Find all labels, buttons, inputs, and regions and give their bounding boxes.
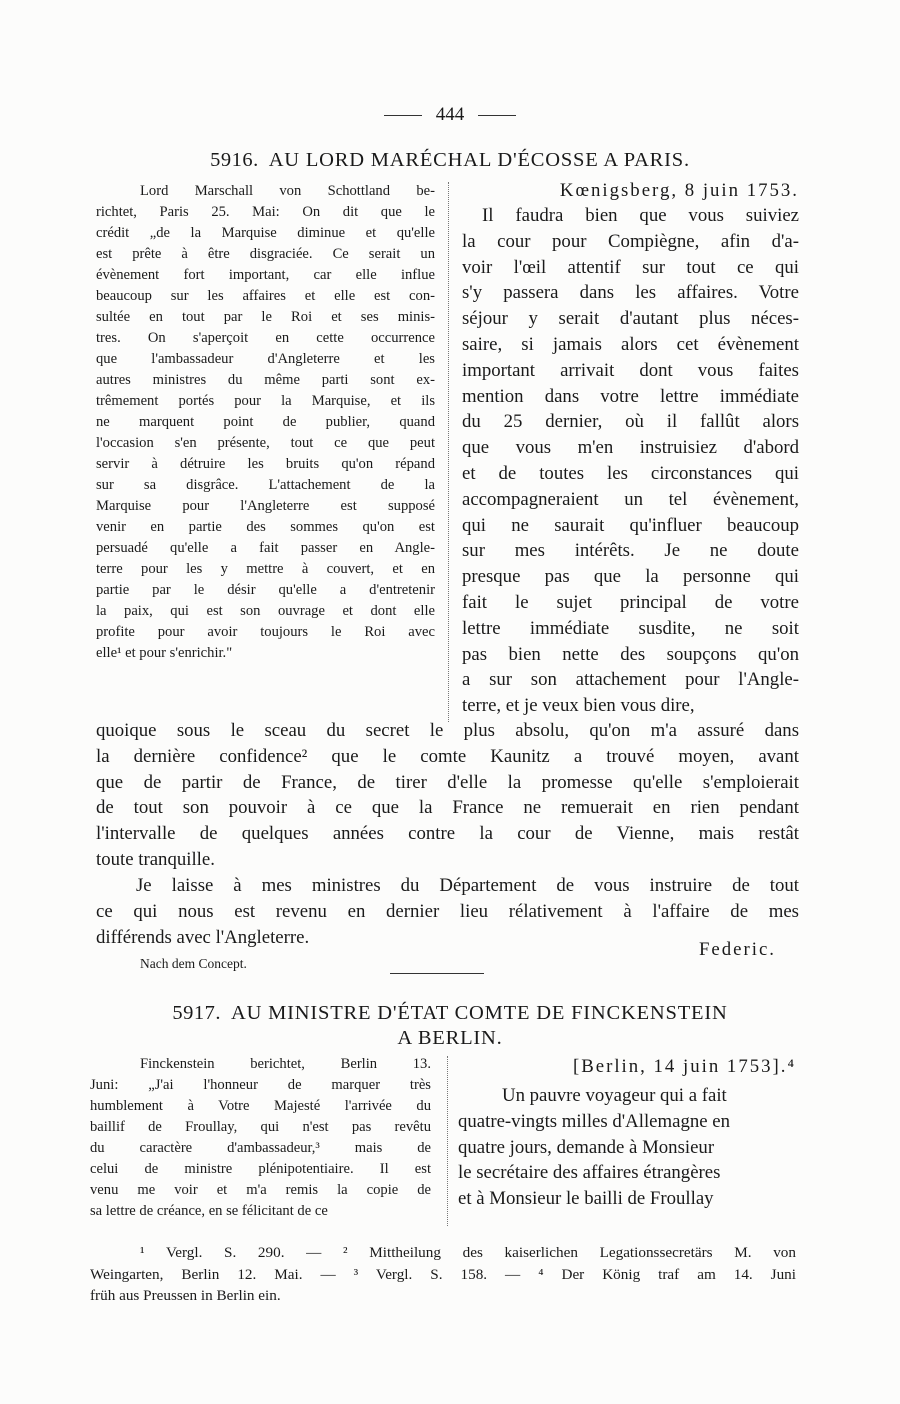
body-line: la cour pour Compiègne, afin d'a- <box>462 230 799 252</box>
footnote-line: früh aus Preussen in Berlin ein. <box>90 1287 281 1304</box>
body-line: le secrétaire des affaires étrangères <box>458 1162 721 1184</box>
body-line: quatre jours, demande à Monsieur <box>458 1136 715 1158</box>
summary-line: trêmement portés pour la Marquise, et ils <box>96 393 435 409</box>
summary-line: celui de ministre plénipotentiaire. Il est <box>90 1161 431 1177</box>
body-line: qui ne saurait qu'influer beaucoup <box>462 514 799 536</box>
body-line: ce qui nous est revenu en dernier lieu rélativement à l'affaire de mes <box>96 900 799 922</box>
letter-5917-dateline: [Berlin, 14 juin 1753].⁴ <box>572 1056 796 1077</box>
letter-5917-heading <box>96 1001 804 1051</box>
summary-line: partie par le désir qu'elle a d'entretenir <box>96 582 435 598</box>
summary-line: venu me voir et m'a remis la copie de <box>90 1182 431 1198</box>
letter-5916-dateline: Kœnigsberg, 8 juin 1753. <box>559 180 799 201</box>
summary-line: sultée en tout par le Roi et ses minis- <box>96 309 435 325</box>
summary-line: baillif de Froullay, qui n'est pas revêtu <box>90 1119 431 1135</box>
footnote-line: Weingarten, Berlin 12. Mai. — ³ Vergl. S. 158. — ⁴ Der König traf am 14. Juni <box>90 1265 796 1283</box>
letter-5916-body <box>462 203 799 719</box>
body-line: Je laisse à mes ministres du Département de vous instruire de tout <box>136 875 799 896</box>
body-line: mention dans votre lettre immédiate <box>462 385 799 407</box>
summary-line: persuadé qu'elle a fait passer en Angle- <box>96 540 435 556</box>
body-line: a sur son attachement pour l'Angle- <box>462 669 799 691</box>
summary-line: Juni: „J'ai l'honneur de marquer très <box>90 1077 431 1093</box>
body-line: et de toutes les circonstances qui <box>462 462 799 484</box>
body-line: s'y passera dans les affaires. Votre <box>462 282 799 304</box>
body-line: fait le sujet principal de votre <box>462 591 799 613</box>
letter-5917-body <box>458 1083 796 1212</box>
separator-rule <box>390 973 484 974</box>
source-note: Nach dem Concept. <box>140 956 247 971</box>
summary-line: l'occasion s'en présente, tout ce que peut <box>96 435 435 451</box>
page-number-dash-left <box>384 115 422 116</box>
body-line: séjour y serait d'autant plus néces- <box>462 308 799 330</box>
body-line: que de partir de France, de tirer d'elle la promesse qu'elle s'emploierait <box>96 771 799 793</box>
signature: Federic. <box>698 939 776 960</box>
body-line: Il faudra bien que vous suiviez <box>482 205 799 226</box>
summary-line: ne marquent point de publier, quand <box>96 414 435 430</box>
summary-line: servir à détruire les bruits qu'on répand <box>96 456 435 472</box>
summary-line: du caractère d'ambassadeur,³ mais de <box>90 1140 431 1156</box>
page-number: 444 <box>0 104 900 126</box>
body-line: saire, si jamais alors cet évènement <box>462 333 799 355</box>
body-line: l'intervalle de quelques années contre la cour de Vienne, mais restât <box>96 823 799 845</box>
summary-line: Finckenstein berichtet, Berlin 13. <box>140 1056 431 1072</box>
body-line: accompagneraient un tel évènement, <box>462 488 799 510</box>
body-line: différends avec l'Angleterre. <box>96 926 310 948</box>
summary-line: Lord Marschall von Schottland be- <box>140 183 435 199</box>
body-line: Un pauvre voyageur qui a fait <box>502 1085 727 1106</box>
summary-line: beaucoup sur les affaires et elle est con- <box>96 288 435 304</box>
letter-5916-heading <box>96 148 804 173</box>
summary-line: est prête à être disgraciée. Ce serait un <box>96 246 435 262</box>
letter-5916-continuation <box>96 718 799 873</box>
letter-5916-number: 5916. <box>210 149 259 171</box>
summary-line: terre pour les y mettre à couvert, et en <box>96 561 435 577</box>
letter-5916-title: AU LORD MARÉCHAL D'ÉCOSSE A PARIS. <box>268 149 690 171</box>
summary-line: la paix, qui est son ouvrage et dont elle <box>96 603 435 619</box>
summary-line: profite pour avoir toujours le Roi avec <box>96 624 435 640</box>
footnotes <box>90 1242 796 1307</box>
body-line: de tout son pouvoir à ce que la France ne remuerait en rien pendant <box>96 797 799 819</box>
body-line: terre, et je veux bien vous dire, <box>462 695 695 717</box>
summary-line: autres ministres du même parti sont ex- <box>96 372 435 388</box>
summary-line: évènement fort important, car elle influe <box>96 267 435 283</box>
body-line: presque pas que la personne qui <box>462 566 799 588</box>
letter-5917-number: 5917. <box>172 1002 221 1024</box>
summary-line: crédit „de la Marquise diminue et qu'elle <box>96 225 435 241</box>
letter-5917-title-line1: AU MINISTRE D'ÉTAT COMTE DE FINCKENSTEIN <box>231 1002 728 1024</box>
body-line: lettre immédiate susdite, ne soit <box>462 617 799 639</box>
body-line: toute tranquille. <box>96 848 215 870</box>
letter-5917-title-line2: A BERLIN. <box>397 1027 503 1049</box>
summary-line: richtet, Paris 25. Mai: On dit que le <box>96 204 435 220</box>
body-line: que vous m'en instruisiez d'abord <box>462 437 799 459</box>
summary-line: sa lettre de créance, en se félicitant de ce <box>90 1203 328 1219</box>
body-line: voir l'œil attentif sur tout ce qui <box>462 256 799 278</box>
summary-line: humblement à Votre Majesté l'arrivée du <box>90 1098 431 1114</box>
body-line: la dernière confidence² que le comte Kaunitz a trouvé moyen, avant <box>96 745 799 767</box>
body-line: important arrivait dont vous faites <box>462 359 799 381</box>
body-line: et à Monsieur le bailli de Froullay <box>458 1188 714 1210</box>
column-divider <box>448 182 449 722</box>
summary-line: elle¹ et pour s'enrichir." <box>96 645 233 661</box>
summary-line: sur sa disgrâce. L'attachement de la <box>96 477 435 493</box>
page-number-dash-right <box>478 115 516 116</box>
summary-line: Marquise pour l'Angleterre est supposé <box>96 498 435 514</box>
summary-line: venir en partie des sommes qu'on est <box>96 519 435 535</box>
letter-5916-summary <box>96 181 435 664</box>
letter-5917-summary <box>90 1054 431 1222</box>
body-line: quoique sous le sceau du secret le plus absolu, qu'on m'a assuré dans <box>96 720 799 741</box>
body-line: quatre-vingts milles d'Allemagne en <box>458 1110 730 1132</box>
summary-line: que l'ambassadeur d'Angleterre et les <box>96 351 435 367</box>
body-line: pas bien nette des soupçons qu'on <box>462 643 799 665</box>
column-divider-2 <box>447 1056 448 1226</box>
summary-line: tres. On s'aperçoit en cette occurrence <box>96 330 435 346</box>
body-line: du 25 dernier, où il fallût alors <box>462 411 799 433</box>
footnote-line: ¹ Vergl. S. 290. — ² Mittheilung des kaiserlichen Legationssecretärs M. von <box>140 1244 796 1261</box>
body-line: sur mes intérêts. Je ne doute <box>462 540 799 562</box>
